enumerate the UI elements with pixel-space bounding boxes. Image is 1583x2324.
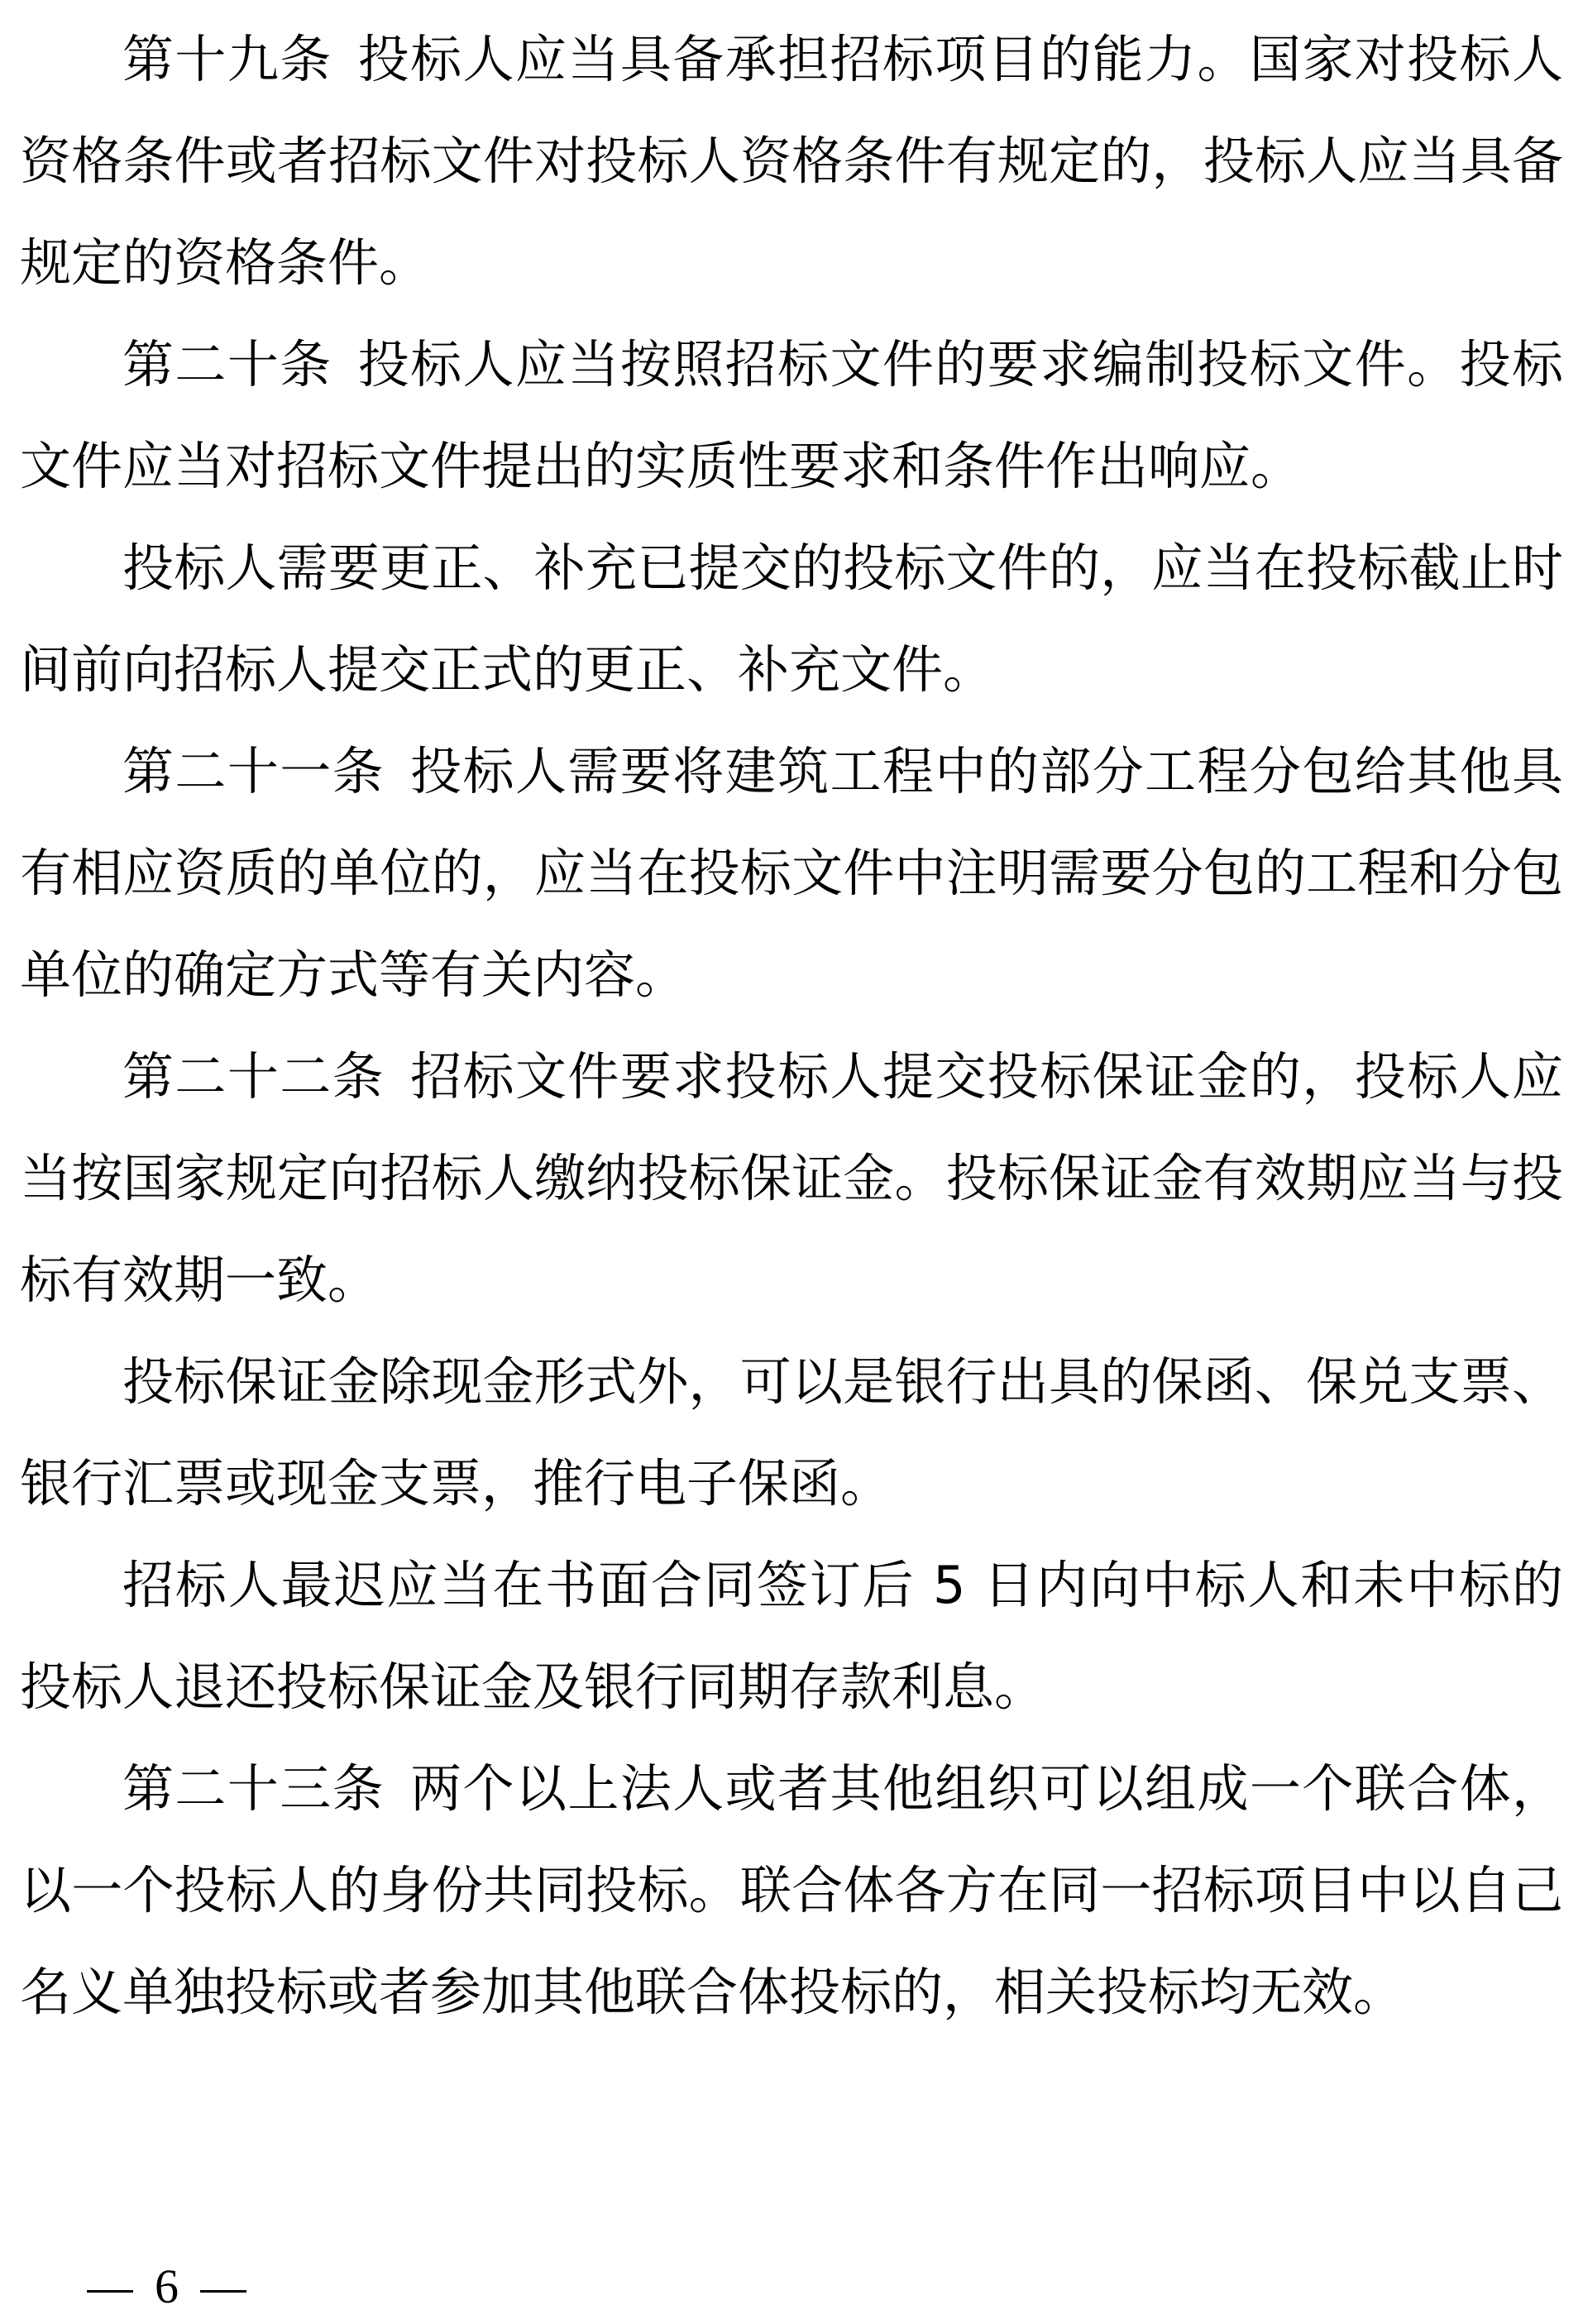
article-number: 第二十二条 <box>122 1046 385 1107</box>
paragraph-text: 投标人需要更正、补充已提交的投标文件的，应当在投标截止时间前向招标人提交正式的更正、补充文件。 <box>20 538 1563 700</box>
paragraph-article-19 <box>20 8 1563 313</box>
paragraph-text: 投标人应当具备承担招标项目的能力。国家对投标人资格条件或者招标文件对投标人资格条件有规定的，投标人应当具备规定的资格条件。 <box>20 29 1563 293</box>
paragraph-article-22-guarantee <box>20 1331 1563 1534</box>
footer-dash-right <box>200 2290 246 2293</box>
paragraph-article-21 <box>20 720 1563 1026</box>
article-number: 第二十条 <box>122 334 332 395</box>
footer-dash-left <box>87 2290 133 2293</box>
document-page <box>20 8 1563 2043</box>
paragraph-text: 投标保证金除现金形式外，可以是银行出具的保函、保兑支票、银行汇票或现金支票，推行电子保函。 <box>20 1351 1563 1513</box>
paragraph-text: 招标人最迟应当在书面合同签订后 5 日内向中标人和未中标的投标人退还投标保证金及银行同期存款利息。 <box>20 1555 1563 1717</box>
paragraph-text: 投标人需要将建筑工程中的部分工程分包给其他具有相应资质的单位的，应当在投标文件中注明需要分包的工程和分包单位的确定方式等有关内容。 <box>20 741 1563 1005</box>
article-number: 第二十三条 <box>122 1758 385 1819</box>
paragraph-text: 投标人应当按照招标文件的要求编制投标文件。投标文件应当对招标文件提出的实质性要求和条件作出响应。 <box>20 334 1563 496</box>
paragraph-article-22 <box>20 1026 1563 1331</box>
article-number: 第二十一条 <box>122 741 385 801</box>
paragraph-article-22-refund <box>20 1534 1563 1738</box>
page-footer <box>87 2258 246 2316</box>
paragraph-text: 两个以上法人或者其他组织可以组成一个联合体，以一个投标人的身份共同投标。联合体各方在同一招标项目中以自己名义单独投标或者参加其他联合体投标的，相关投标均无效。 <box>20 1758 1563 2022</box>
paragraph-text: 招标文件要求投标人提交投标保证金的，投标人应当按国家规定向招标人缴纳投标保证金。投标保证金有效期应当与投标有效期一致。 <box>20 1046 1563 1310</box>
paragraph-article-20-amend <box>20 517 1563 720</box>
page-number: 6 <box>155 2259 179 2313</box>
paragraph-article-20 <box>20 313 1563 517</box>
article-number: 第十九条 <box>122 29 332 89</box>
paragraph-article-23 <box>20 1738 1563 2043</box>
